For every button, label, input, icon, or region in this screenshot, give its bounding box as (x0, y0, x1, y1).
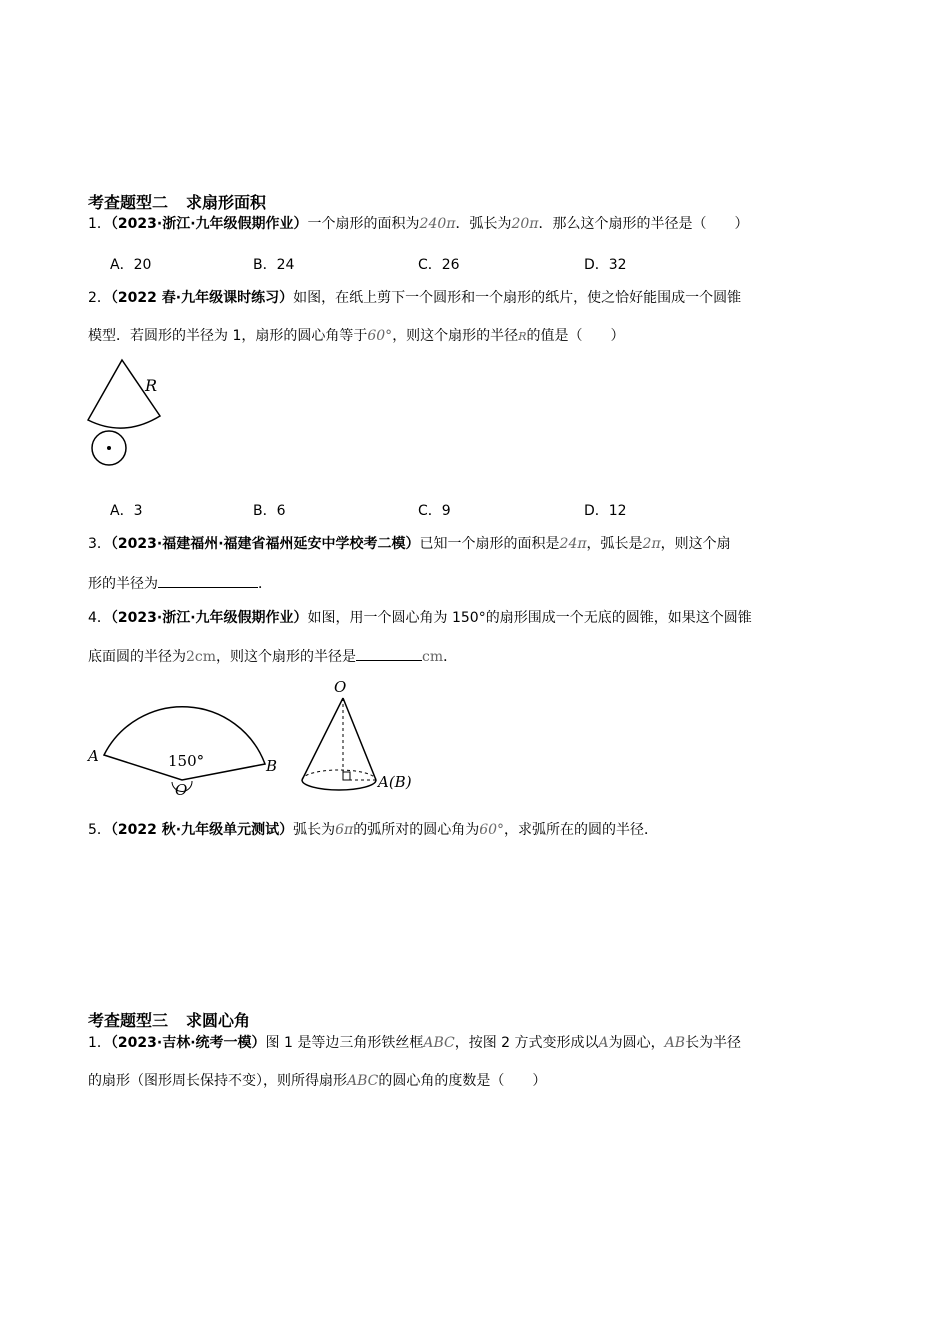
question-number: 2． (88, 290, 111, 306)
option-c[interactable]: C．26 (418, 257, 460, 273)
question-number: 3． (88, 536, 111, 552)
question-text: ．那么这个扇形的半径是（ ） (538, 216, 749, 232)
option-d[interactable]: D．12 (584, 503, 627, 519)
question-text: ．弧长为 (455, 216, 512, 232)
question-source: （2023·福建福州·福建省福州延安中学校考二模） (110, 536, 420, 552)
math-expr: 6π (335, 822, 354, 838)
question-source: （2023·浙江·九年级假期作业） (110, 610, 308, 626)
math-expr: AB (664, 1035, 686, 1051)
question-text: 的圆心角的度数是（ ） (378, 1073, 547, 1089)
s2-question-2 (88, 288, 741, 308)
question-text: 如图，在纸上剪下一个圆形和一个扇形的纸片，使之恰好能围成一个圆锥 (293, 290, 742, 306)
math-expr: A (598, 1035, 609, 1051)
question-text: 的扇形（图形周长保持不变），则所得扇形 (88, 1073, 347, 1089)
cone-label-o: O (334, 678, 347, 696)
label-b: B (266, 757, 278, 775)
section3-heading (88, 1008, 250, 1031)
cone-label-ab: A(B) (378, 773, 412, 791)
section3-heading-type: 考查题型三 (88, 1011, 169, 1030)
question-text: 为圆心， (608, 1035, 665, 1051)
math-expr: 240π (419, 216, 456, 232)
label-o: O (175, 781, 188, 799)
question-text: ，弧长是 (586, 536, 643, 552)
label-r: R (145, 376, 158, 395)
question-text: ，则这个扇 (660, 536, 731, 552)
question-text: ． (258, 576, 272, 592)
math-expr: 2π (642, 536, 661, 552)
cone-base-back (302, 770, 376, 780)
section3-heading-title: 求圆心角 (186, 1011, 251, 1030)
question-text: 的值是（ ） (526, 328, 625, 344)
question-text: 已知一个扇形的面积是 (419, 536, 560, 552)
question-text: ，求弧所在的圆的半径． (504, 822, 659, 838)
question-number: 5． (88, 822, 111, 838)
angle-label: 150° (168, 752, 205, 770)
question-text: 形的半径为 (88, 576, 158, 592)
section2-heading-type: 考查题型二 (88, 193, 169, 212)
s2-question-3-cont (88, 573, 272, 594)
question-text: 模型．若圆形的半径为 1，扇形的圆心角等于 (88, 328, 368, 344)
question-source: （2023·浙江·九年级假期作业） (110, 216, 308, 232)
question-number: 1． (88, 1035, 111, 1051)
question-number: 1． (88, 216, 111, 232)
right-angle-mark (343, 772, 350, 780)
math-expr: 60° (479, 822, 505, 838)
s2-question-1 (88, 214, 748, 234)
math-expr: ABC (347, 1073, 379, 1089)
question-text: 一个扇形的面积为 (307, 216, 420, 232)
question-text: 弧长为 (293, 822, 336, 838)
question-source: （2023·吉林·统考一模） (110, 1035, 266, 1051)
question-text: 如图，用一个圆心角为 150°的扇形围成一个无底的圆锥，如果这个圆锥 (307, 610, 752, 626)
label-a: A (88, 747, 99, 765)
option-a[interactable]: A．3 (110, 503, 143, 519)
s2-question-3 (88, 534, 731, 554)
question-text: 底面圆的半径为 (88, 649, 186, 665)
option-a[interactable]: A．20 (110, 257, 152, 273)
option-b[interactable]: B．24 (253, 257, 295, 273)
math-expr: ABC (423, 1035, 455, 1051)
question-number: 4． (88, 610, 111, 626)
question-text: ，按图 2 方式变形成以 (454, 1035, 599, 1051)
question-text: ，则这个扇形的半径 (392, 328, 519, 344)
question-text: 的弧所对的圆心角为 (353, 822, 480, 838)
s3-question-1 (88, 1033, 741, 1053)
math-expr: 24π (559, 536, 587, 552)
cone-net-figure (84, 356, 174, 468)
math-expr: R (518, 330, 527, 343)
question-text: 图 1 是等边三角形铁丝框 (265, 1035, 424, 1051)
option-c[interactable]: C．9 (418, 503, 451, 519)
s2-question-4-cont (88, 646, 457, 667)
math-expr: cm (422, 649, 444, 665)
answer-blank[interactable] (356, 646, 422, 661)
s2-question-2-cont (88, 326, 624, 347)
cone-figure (298, 676, 424, 800)
option-b[interactable]: B．6 (253, 503, 286, 519)
question-source: （2022 秋·九年级单元测试） (110, 822, 294, 838)
question-text: 长为半径 (685, 1035, 742, 1051)
s3-question-1-cont (88, 1071, 546, 1091)
cone-left-edge (302, 698, 343, 780)
cone-base-front (302, 780, 376, 790)
section2-heading-title: 求扇形面积 (186, 193, 267, 212)
math-expr: 60° (367, 328, 393, 344)
section2-heading (88, 190, 266, 213)
s2-question-4 (88, 608, 752, 628)
circle-center-dot (107, 446, 111, 450)
question-source: （2022 春·九年级课时练习） (110, 290, 294, 306)
cone-right-edge (343, 698, 376, 780)
option-d[interactable]: D．32 (584, 257, 627, 273)
math-expr: 2cm (186, 649, 217, 665)
answer-blank[interactable] (158, 573, 258, 588)
math-expr: 20π (511, 216, 539, 232)
question-text: ． (443, 649, 458, 665)
question-text: ，则这个扇形的半径是 (216, 649, 357, 665)
sector-figure (84, 682, 284, 800)
s2-question-5 (88, 820, 658, 840)
